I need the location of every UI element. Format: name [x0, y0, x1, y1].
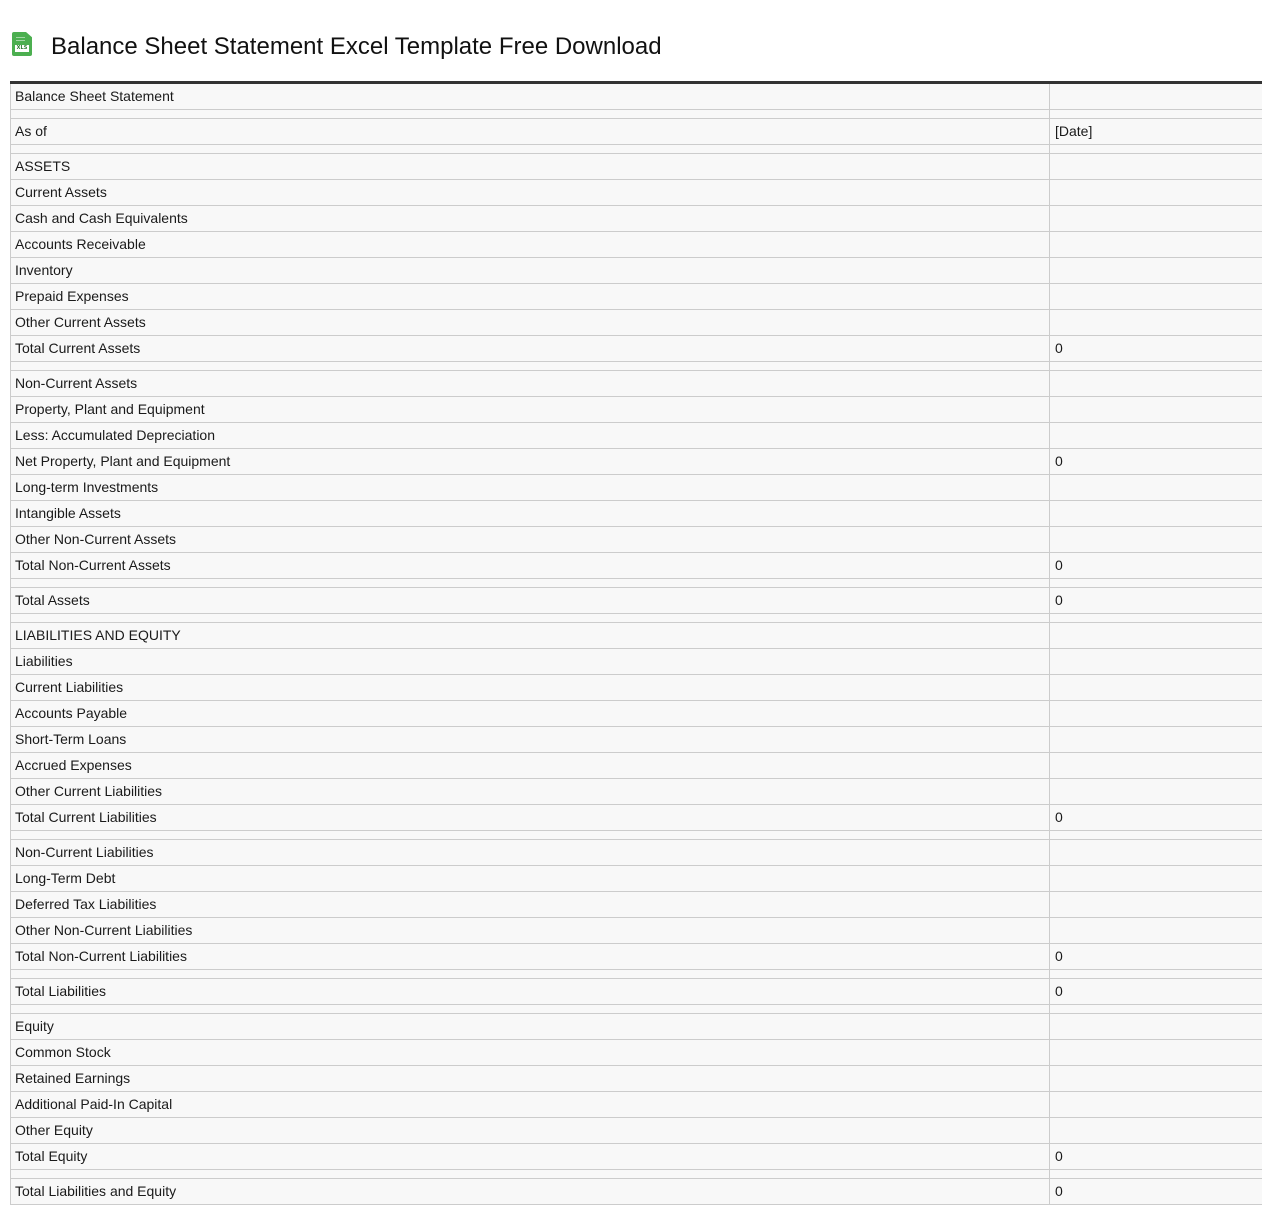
row-label-cell[interactable]: Property, Plant and Equipment — [11, 397, 1050, 423]
row-label-cell[interactable]: Additional Paid-In Capital — [11, 1092, 1050, 1118]
row-value-cell[interactable] — [1050, 84, 1262, 110]
spacer-row — [11, 1005, 1262, 1014]
spacer-value-cell[interactable] — [1050, 614, 1262, 623]
table-row — [11, 449, 1262, 475]
spacer-row — [11, 831, 1262, 840]
spacer-label-cell[interactable] — [11, 614, 1050, 623]
table-row — [11, 840, 1262, 866]
row-value-cell[interactable] — [1050, 1014, 1262, 1040]
spacer-row — [11, 145, 1262, 154]
row-label-cell[interactable]: As of — [11, 119, 1050, 145]
table-row — [11, 84, 1262, 110]
table-row — [11, 284, 1262, 310]
row-value-cell[interactable] — [1050, 310, 1262, 336]
row-value-cell[interactable] — [1050, 501, 1262, 527]
table-row — [11, 1179, 1262, 1205]
row-value-cell[interactable] — [1050, 475, 1262, 501]
table-row — [11, 475, 1262, 501]
table-row — [11, 371, 1262, 397]
row-label-cell[interactable]: Total Current Liabilities — [11, 805, 1050, 831]
row-value-cell[interactable] — [1050, 727, 1262, 753]
row-label-cell[interactable]: Current Liabilities — [11, 675, 1050, 701]
row-value-cell[interactable] — [1050, 232, 1262, 258]
table-row — [11, 553, 1262, 579]
spacer-label-cell[interactable] — [11, 831, 1050, 840]
table-row — [11, 206, 1262, 232]
table-row — [11, 1118, 1262, 1144]
row-value-cell[interactable] — [1050, 675, 1262, 701]
row-label-cell[interactable]: Total Liabilities — [11, 979, 1050, 1005]
row-value-cell[interactable] — [1050, 866, 1262, 892]
balance-sheet-table-container — [10, 81, 1262, 1205]
spacer-row — [11, 579, 1262, 588]
row-label-cell[interactable]: Net Property, Plant and Equipment — [11, 449, 1050, 475]
row-label-cell[interactable]: Other Current Assets — [11, 310, 1050, 336]
table-row — [11, 1014, 1262, 1040]
row-value-cell[interactable] — [1050, 180, 1262, 206]
spacer-row — [11, 614, 1262, 623]
xls-badge: XLS — [16, 45, 28, 51]
file-icon-body — [12, 32, 32, 56]
table-row — [11, 649, 1262, 675]
spacer-label-cell[interactable] — [11, 110, 1050, 119]
table-row — [11, 979, 1262, 1005]
table-row — [11, 423, 1262, 449]
row-label-cell[interactable]: Short-Term Loans — [11, 727, 1050, 753]
row-label-cell[interactable]: Deferred Tax Liabilities — [11, 892, 1050, 918]
spacer-value-cell[interactable] — [1050, 1005, 1262, 1014]
row-value-cell[interactable] — [1050, 623, 1262, 649]
row-label-cell[interactable]: Inventory — [11, 258, 1050, 284]
row-label-cell[interactable]: Current Assets — [11, 180, 1050, 206]
balance-sheet-table — [10, 84, 1262, 1205]
row-value-cell[interactable]: 0 — [1050, 805, 1262, 831]
row-label-cell[interactable]: Accounts Receivable — [11, 232, 1050, 258]
row-value-cell[interactable]: 0 — [1050, 449, 1262, 475]
spacer-value-cell[interactable] — [1050, 1170, 1262, 1179]
row-label-cell[interactable]: Balance Sheet Statement — [11, 84, 1050, 110]
row-value-cell[interactable] — [1050, 649, 1262, 675]
spacer-row — [11, 110, 1262, 119]
table-row — [11, 753, 1262, 779]
table-row — [11, 1144, 1262, 1170]
table-row — [11, 866, 1262, 892]
table-row — [11, 154, 1262, 180]
spacer-label-cell[interactable] — [11, 1005, 1050, 1014]
row-label-cell[interactable]: Retained Earnings — [11, 1066, 1050, 1092]
row-label-cell[interactable]: Total Assets — [11, 588, 1050, 614]
row-label-cell[interactable]: Non-Current Assets — [11, 371, 1050, 397]
table-row — [11, 180, 1262, 206]
table-row — [11, 501, 1262, 527]
row-value-cell[interactable]: 0 — [1050, 588, 1262, 614]
row-label-cell[interactable]: Other Non-Current Liabilities — [11, 918, 1050, 944]
row-value-cell[interactable] — [1050, 206, 1262, 232]
table-row — [11, 675, 1262, 701]
file-icon-lines — [16, 37, 25, 38]
row-value-cell[interactable] — [1050, 284, 1262, 310]
row-label-cell[interactable]: Other Non-Current Assets — [11, 527, 1050, 553]
spacer-label-cell[interactable] — [11, 1170, 1050, 1179]
table-row — [11, 258, 1262, 284]
table-row — [11, 397, 1262, 423]
table-row — [11, 310, 1262, 336]
row-label-cell[interactable]: Total Equity — [11, 1144, 1050, 1170]
row-label-cell[interactable]: Prepaid Expenses — [11, 284, 1050, 310]
row-label-cell[interactable]: Liabilities — [11, 649, 1050, 675]
spacer-value-cell[interactable] — [1050, 579, 1262, 588]
table-row — [11, 727, 1262, 753]
row-value-cell[interactable] — [1050, 779, 1262, 805]
table-row — [11, 588, 1262, 614]
page-title: Balance Sheet Statement Excel Template Free Download — [51, 33, 662, 60]
table-row — [11, 623, 1262, 649]
row-value-cell[interactable]: 0 — [1050, 1179, 1262, 1205]
table-row — [11, 944, 1262, 970]
row-value-cell[interactable] — [1050, 701, 1262, 727]
spacer-value-cell[interactable] — [1050, 362, 1262, 371]
row-label-cell[interactable]: Intangible Assets — [11, 501, 1050, 527]
spacer-label-cell[interactable] — [11, 145, 1050, 154]
row-label-cell[interactable]: Long-term Investments — [11, 475, 1050, 501]
row-label-cell[interactable]: Total Liabilities and Equity — [11, 1179, 1050, 1205]
table-row — [11, 1040, 1262, 1066]
table-row — [11, 805, 1262, 831]
row-label-cell[interactable]: LIABILITIES AND EQUITY — [11, 623, 1050, 649]
row-value-cell[interactable]: 0 — [1050, 1144, 1262, 1170]
spacer-value-cell[interactable] — [1050, 831, 1262, 840]
row-value-cell[interactable] — [1050, 154, 1262, 180]
row-label-cell[interactable]: Other Current Liabilities — [11, 779, 1050, 805]
table-row — [11, 232, 1262, 258]
row-value-cell[interactable]: 0 — [1050, 944, 1262, 970]
row-value-cell[interactable] — [1050, 397, 1262, 423]
row-value-cell[interactable]: 0 — [1050, 553, 1262, 579]
row-label-cell[interactable]: Other Equity — [11, 1118, 1050, 1144]
table-row — [11, 1066, 1262, 1092]
row-label-cell[interactable]: Cash and Cash Equivalents — [11, 206, 1050, 232]
table-row — [11, 336, 1262, 362]
spacer-row — [11, 1170, 1262, 1179]
table-row — [11, 119, 1262, 145]
table-row — [11, 1092, 1262, 1118]
spacer-label-cell[interactable] — [11, 970, 1050, 979]
spacer-row — [11, 362, 1262, 371]
page-header — [12, 28, 662, 66]
row-value-cell[interactable] — [1050, 1118, 1262, 1144]
row-label-cell[interactable]: Total Current Assets — [11, 336, 1050, 362]
xls-file-icon[interactable] — [12, 32, 32, 56]
spacer-value-cell[interactable] — [1050, 110, 1262, 119]
table-row — [11, 918, 1262, 944]
spacer-label-cell[interactable] — [11, 362, 1050, 371]
row-value-cell[interactable] — [1050, 753, 1262, 779]
row-value-cell[interactable] — [1050, 423, 1262, 449]
row-value-cell[interactable] — [1050, 1066, 1262, 1092]
row-value-cell[interactable]: [Date] — [1050, 119, 1262, 145]
table-body — [11, 84, 1262, 1205]
spacer-label-cell[interactable] — [11, 579, 1050, 588]
table-row — [11, 527, 1262, 553]
row-value-cell[interactable] — [1050, 892, 1262, 918]
row-value-cell[interactable] — [1050, 918, 1262, 944]
row-label-cell[interactable]: Total Non-Current Assets — [11, 553, 1050, 579]
spacer-row — [11, 970, 1262, 979]
table-row — [11, 779, 1262, 805]
row-value-cell[interactable] — [1050, 371, 1262, 397]
row-label-cell[interactable]: Total Non-Current Liabilities — [11, 944, 1050, 970]
row-value-cell[interactable] — [1050, 1040, 1262, 1066]
table-row — [11, 701, 1262, 727]
spacer-value-cell[interactable] — [1050, 970, 1262, 979]
row-value-cell[interactable] — [1050, 1092, 1262, 1118]
row-value-cell[interactable]: 0 — [1050, 336, 1262, 362]
row-label-cell[interactable]: Non-Current Liabilities — [11, 840, 1050, 866]
row-value-cell[interactable]: 0 — [1050, 979, 1262, 1005]
row-label-cell[interactable]: ASSETS — [11, 154, 1050, 180]
row-label-cell[interactable]: Long-Term Debt — [11, 866, 1050, 892]
row-label-cell[interactable]: Accrued Expenses — [11, 753, 1050, 779]
row-label-cell[interactable]: Equity — [11, 1014, 1050, 1040]
row-value-cell[interactable] — [1050, 840, 1262, 866]
table-row — [11, 892, 1262, 918]
spacer-value-cell[interactable] — [1050, 145, 1262, 154]
row-label-cell[interactable]: Common Stock — [11, 1040, 1050, 1066]
row-value-cell[interactable] — [1050, 258, 1262, 284]
row-label-cell[interactable]: Less: Accumulated Depreciation — [11, 423, 1050, 449]
row-value-cell[interactable] — [1050, 527, 1262, 553]
row-label-cell[interactable]: Accounts Payable — [11, 701, 1050, 727]
